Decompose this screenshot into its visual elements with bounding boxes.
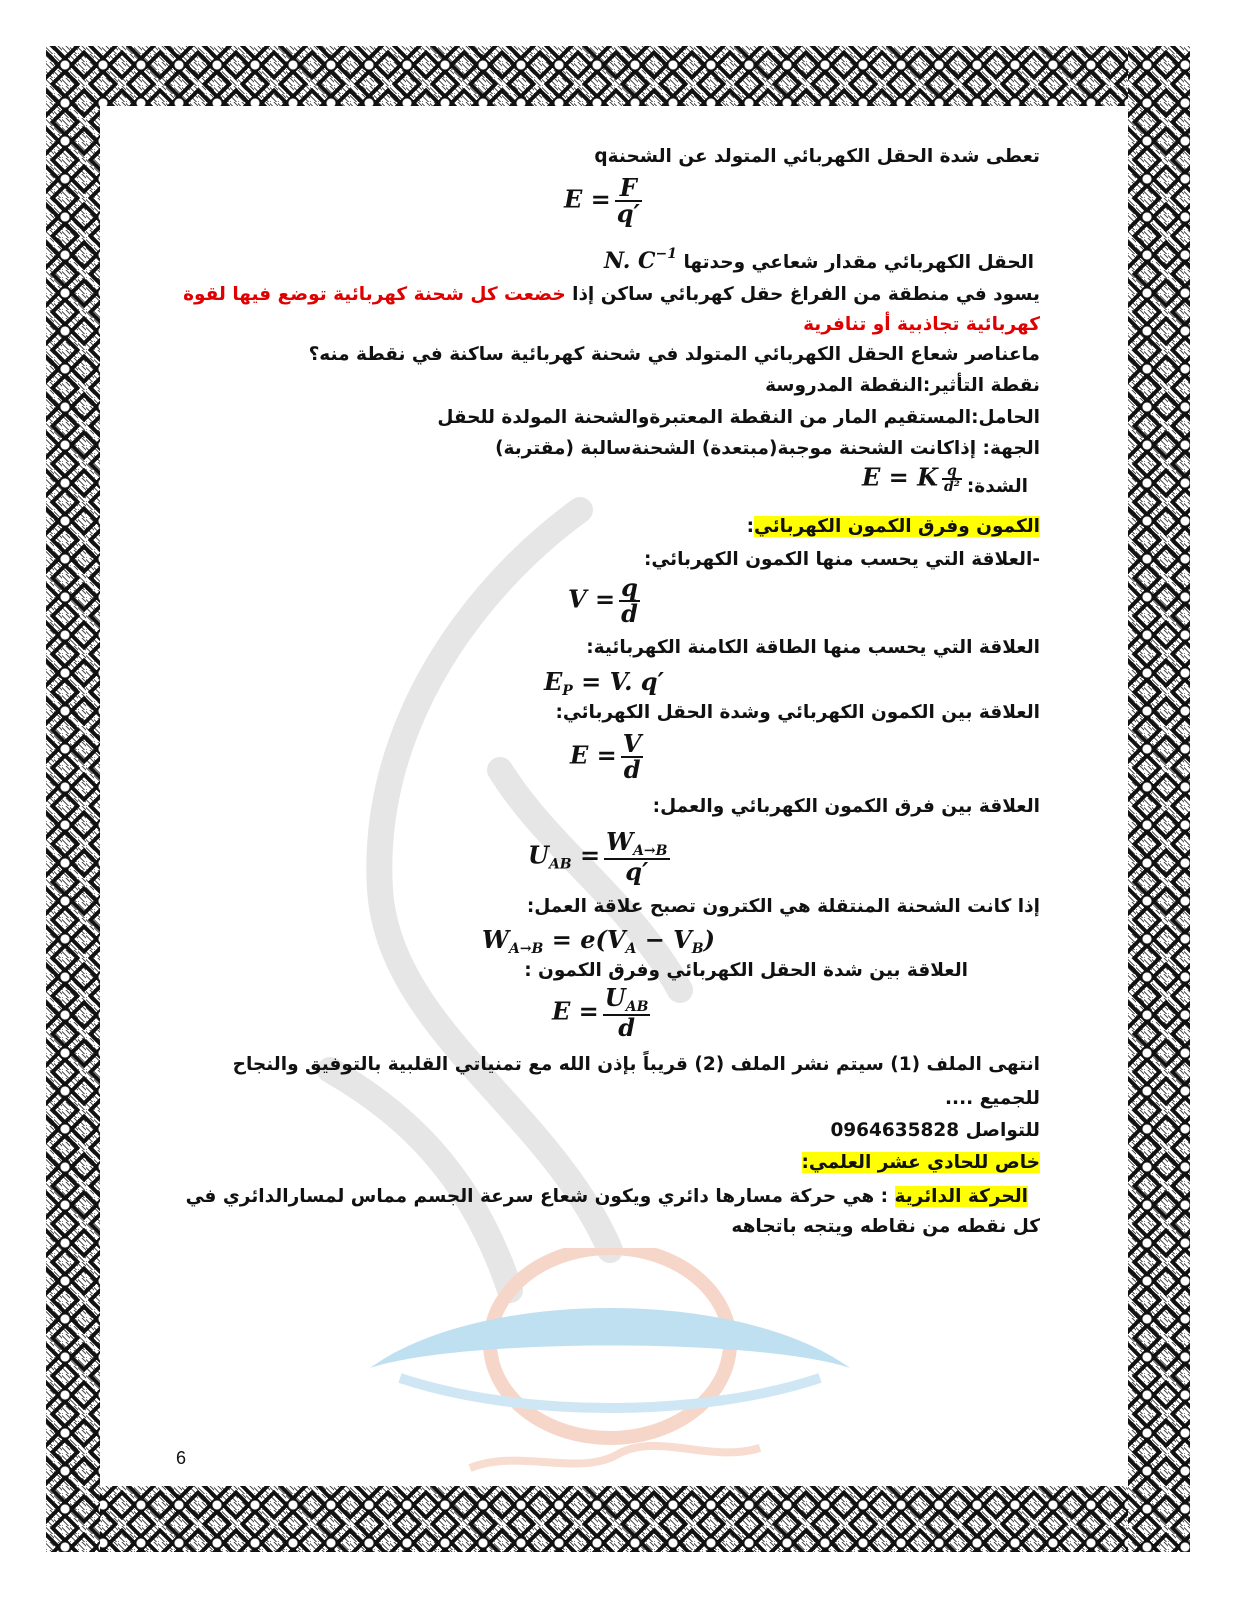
text-line: كهربائية تجاذبية أو تنافرية [803,314,1040,335]
text-line: العلاقة بين فرق الكمون الكهربائي والعمل: [652,796,1040,817]
decorative-border-left [46,46,100,1552]
text-line: الجهة: إذاكانت الشحنة موجبة(مبتعدة) الشحنةسالبة (مقتربة) [495,438,1040,459]
formula-work-electron: $W_{A\to B} = e(V_A - V_B)$ [482,925,715,957]
text-line: تعطى شدة الحقل الكهربائي المتولد عن الشحنةq [594,146,1040,167]
section-heading: خاص للحادي عشر العلمي: [801,1152,1040,1173]
formula-e-f-over-q: E = $\frac{F}{q'}$ [564,173,640,228]
text-line: الحامل:المستقيم المار من النقطة المعتبرةوالشحنة المولدة للحقل [437,407,1040,428]
highlighted-text: خضعت كل شحنة كهربائية توضع فيها لقوة [183,284,566,305]
contact-line: للتواصل 0964635828 [830,1120,1040,1141]
formula-e-kq-over-d2: E = K $\frac{q}{\text{d²}}$ [862,462,960,495]
formula-uab: $U_{AB}$ = $\frac{W_{A\to B}}{q'}$ [528,827,668,886]
formula-ep: $E_P = V$. q′ [544,667,664,699]
text-line: العلاقة التي يحسب منها الطاقة الكامنة الكهربائية: [586,637,1040,658]
text-line: العلاقة بين شدة الحقل الكهربائي وفرق الكمون : [524,960,968,981]
formula-v-q-over-d: V = $\frac{q}{d}$ [568,573,638,628]
formula-unit: N. $C^{-1}$ [604,246,678,274]
text-line: انتهى الملف (1) سيتم نشر الملف (2) قريباً بإذن الله مع تمنياتي القلبية بالتوفيق والنجاح [232,1054,1040,1075]
text-line: ماعناصر شعاع الحقل الكهربائي المتولد في شحنة كهربائية ساكنة في نقطة منه؟ [308,344,1040,365]
text-line: -العلاقة التي يحسب منها الكمون الكهربائي: [644,549,1040,570]
text-line: العلاقة بين الكمون الكهربائي وشدة الحقل الكهربائي: [555,702,1040,723]
section-heading: الكمون وفرق الكمون الكهربائي: [746,516,1040,537]
formula-e-v-over-d: E = $\frac{V}{d}$ [570,729,642,784]
formula-e-uab-over-d: E = $\frac{U_{AB}}{d}$ [552,983,649,1042]
watermark-logo [360,1248,860,1508]
text-line: الحقل الكهربائي مقدار شعاعي وحدتها [683,252,1034,273]
text-line: الشدة: [966,476,1028,497]
text-line: كل نقطه من نقاطه ويتجه باتجاهه [731,1216,1040,1237]
text-line: نقطة التأثير:النقطة المدروسة [765,375,1040,396]
decorative-border-top [46,46,1190,106]
watermark-graphic [250,470,750,1370]
page-number: 6 [176,1448,187,1468]
text-line: للجميع .... [945,1088,1040,1109]
text-line: يسود في منطقة من الفراغ حقل كهربائي ساكن إذا خضعت كل شحنة كهربائية توضع فيها لقوة [183,284,1040,305]
decorative-border-right [1128,46,1190,1552]
text-line: الحركة الدائرية : هي حركة مسارها دائري ويكون شعاع سرعة الجسم مماس لمسارالدائري في [185,1186,1028,1207]
text-line: إذا كانت الشحنة المنتقلة هي الكترون تصبح علاقة العمل: [526,896,1040,917]
